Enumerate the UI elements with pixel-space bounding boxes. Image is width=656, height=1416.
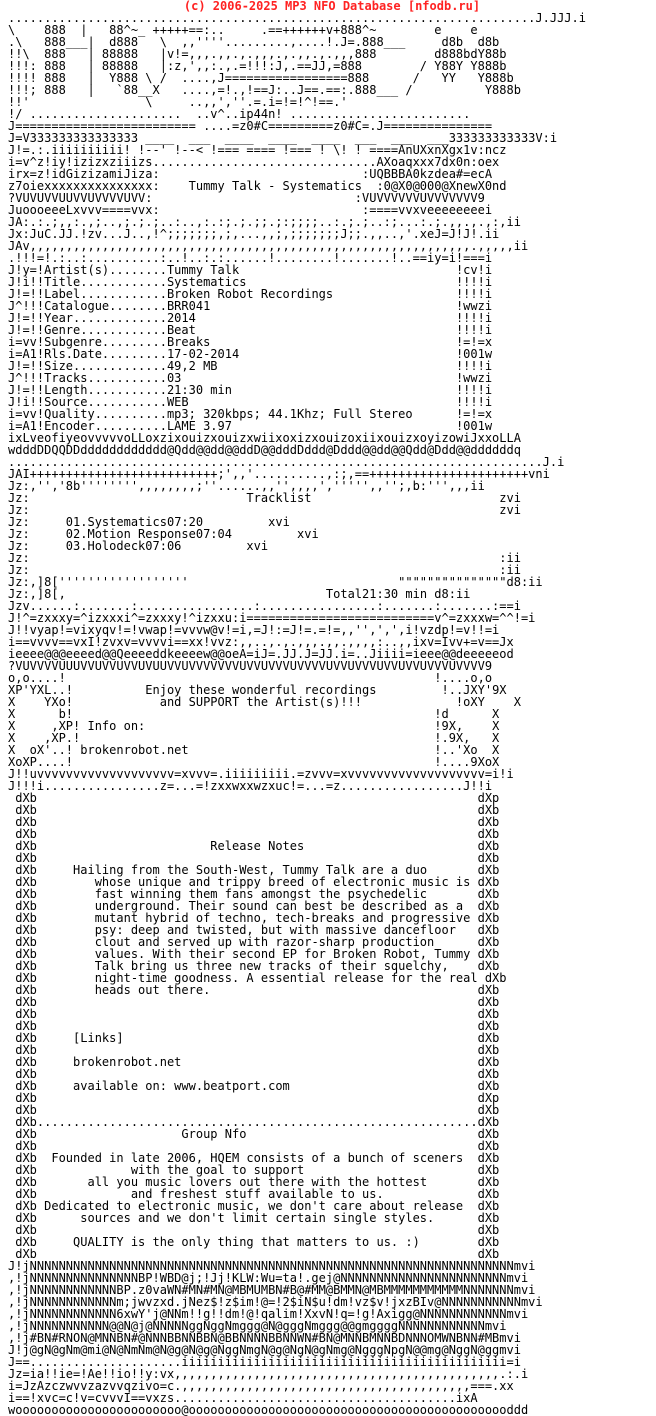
nfo-body	[8, 12, 656, 1416]
row-frame-right: !cv!i	[455, 263, 493, 277]
field-label: Subgenre.........	[44, 335, 167, 349]
track-number: 02.	[65, 527, 88, 541]
frame: dXb	[434, 935, 500, 949]
frame: dXb	[427, 1175, 500, 1189]
frame: Jz:,]8[,	[8, 587, 326, 601]
frame: dXb	[8, 851, 37, 865]
row-frame-right: !!!!i	[455, 359, 493, 373]
frame: dXb	[8, 875, 95, 889]
divider-line-text: ieeee@@@eeeed@@Qeeeeddkeeeew@@oeA=iJ=.JJ.J=JJ.i=..Jiiii=ieee@@deeeeeod	[8, 647, 514, 661]
tracklist-title: Tracklist	[246, 491, 312, 505]
row-frame-right: !!!!i	[455, 383, 493, 397]
row-frame-right: !!!!i	[455, 275, 493, 289]
notes-line-text: heads out there.	[94, 983, 211, 997]
field-value: Tummy Talk	[166, 263, 240, 277]
track-length: 07:06	[145, 539, 182, 553]
frame: dXb	[36, 1019, 500, 1033]
field-label: Year.............	[44, 311, 167, 325]
nfo-page	[8, 0, 656, 1416]
frame: dXb	[36, 815, 500, 829]
group-line-text: and freshest stuff available to us.	[130, 1187, 384, 1201]
frame: dXb	[8, 983, 95, 997]
frame: dXb	[8, 1079, 74, 1093]
frame: dXb	[8, 1067, 37, 1081]
frame: dXb	[8, 863, 74, 877]
field-label: Encoder..........	[44, 419, 167, 433]
frame: Jz:,]8['''''''''''''''''' """""""""""""""d8:ii	[8, 575, 543, 589]
track-number: 03.	[65, 539, 88, 553]
field-value: Breaks	[166, 335, 211, 349]
frame: xvi	[231, 527, 319, 541]
track-number: 01.	[65, 515, 88, 529]
footer-line-text: ,!jNNNNNNNNNNNNNNNBP!WBD@j;!Jj!KLW:Wu=ta!.gej@NNNNNNNNNNNNNNNNNNNNNNNmvi	[8, 1271, 529, 1285]
frame: dXb	[470, 911, 500, 925]
frame: dXb	[8, 1055, 74, 1069]
divider-line-text: ..........................................................................J.i	[8, 455, 565, 469]
footer-line-text: J==.....................iiiiiiiiiiiiiiiiiiiiiiiiiiiiiiiiiiiiiiiiiiiii=i	[8, 1355, 521, 1369]
logo-line-text: !!!! 888 | Y888 \ / ....,J=================888 / YY Y888b	[8, 71, 514, 85]
field-value: WEB	[166, 395, 189, 409]
frame: X YXo!	[8, 695, 160, 709]
frame: dXb	[289, 1079, 500, 1093]
notes-line-text: night-time goodness. A essential release for the real	[94, 971, 478, 985]
frame: dXb	[477, 971, 507, 985]
logo-line-text: !!!: 888 | 88888 |:z,',,:.,.=!!!:J,.==JJ,=888 / Y88Y Y888b	[8, 59, 507, 73]
frame: dXb	[8, 1031, 74, 1045]
frame: Jz: :ii	[8, 551, 521, 565]
frame: dXb	[8, 1139, 37, 1153]
frame: xvi	[203, 515, 290, 529]
frame: dXp	[36, 791, 500, 805]
row-frame-right: !!!!i	[455, 395, 493, 409]
field-label: Quality..........	[44, 407, 167, 421]
notes-line-text: values. With their second EP for Broken Robot, Tummy	[94, 947, 471, 961]
frame: Jz:	[8, 491, 247, 505]
row-frame-left: J^!!!	[8, 371, 45, 385]
row-frame-right: !!!!i	[455, 287, 493, 301]
row-frame-right: !=!=x	[455, 335, 493, 349]
field-value: 49,2 MB	[166, 359, 218, 373]
frame: Jz:	[8, 527, 66, 541]
info-url: brokenrobot.net	[80, 743, 189, 757]
frame: dXb	[8, 1235, 74, 1249]
row-frame-right: !!!!i	[455, 311, 493, 325]
field-label: Size.............	[44, 359, 167, 373]
group-line-text: with the goal to support	[130, 1163, 305, 1177]
frame: dXb	[8, 911, 95, 925]
divider-line-text: ixLveofiyeovvvvvoLLoxzixouizxouizxwiixoxizxouizoxiixouizxoyizowiJxxoLLA	[8, 431, 521, 445]
frame: dXb	[8, 959, 95, 973]
field-label: Source...........	[44, 395, 167, 409]
frame: dXb	[419, 1235, 500, 1249]
frame: dXb	[8, 1151, 52, 1165]
row-frame-left: J!i!!	[8, 395, 45, 409]
logo-line-text: J=V333333333333333 ____ ___ ____ ____ ____ ___ ___ ___333333333333V:i	[8, 131, 558, 145]
support-text: and SUPPORT the Artist(s)!!!	[159, 695, 363, 709]
frame: dXb	[383, 1187, 500, 1201]
frame: dXb	[36, 1103, 500, 1117]
support-text: Enjoy these wonderful recordings	[145, 683, 377, 697]
frame: dXb	[8, 1187, 131, 1201]
frame: dXb	[36, 803, 500, 817]
row-frame-left: i=A1!	[8, 347, 45, 361]
frame: dXb	[427, 863, 500, 877]
frame: d8:ii	[427, 587, 471, 601]
frame: dXb	[8, 839, 211, 853]
field-label: Rls.Date.........	[44, 347, 167, 361]
banner-line-text: JA:.:.;,,:.,;..,;.;.;..:..,:.:;.;.;;.;:;;;;..:.;.;..:;...:.;.,,.,.,:,ii	[8, 215, 521, 229]
frame: dXb	[8, 1247, 37, 1261]
footer-line-text: ,!jNNNNNNNNNNNN6xwY'j@NNm!!g!!dm!@!qalim!XxvN!q=!g!Axigg@NNNNNNNNNNNNmvi	[8, 1307, 529, 1321]
footer-line-text: ,!jNNNNNNNNNNNNBP.z0vaWN#MN#MN@MBMUMBN#B@#MM@BMMN@MBMMMMMMMMMMMNNNNNNNmvi	[8, 1283, 536, 1297]
frame: dXb	[8, 923, 95, 937]
row-frame-right: !wwzi	[455, 371, 493, 385]
divider-line-text: i==vvvv==vxI!zvxv=vvvvi==xx!vvz:,,..,.,.,,,.,,.,,,,:..,,ixv=Ivv+=v==Jx	[8, 635, 514, 649]
notes-link-text: brokenrobot.net	[73, 1055, 182, 1069]
group-heading-text: Group Nfo	[181, 1127, 247, 1141]
frame: o,o....! !....o,o	[8, 671, 493, 685]
notes-links-label-text: [Links]	[73, 1031, 124, 1045]
frame: dXb	[246, 1127, 500, 1141]
row-frame-right: !wwzi	[455, 299, 493, 313]
row-frame-right: !!!!i	[455, 323, 493, 337]
footer-line-text: ,!jNNNNNNNNNNN@@N@j@NNNNNggNggNmggg@N@gggNmggg@@gmggggNNNNNNNNNNNNmvi	[8, 1319, 507, 1333]
field-value: mp3; 320kbps; 44.1Khz; Full Stereo	[166, 407, 413, 421]
row-frame-left: i=vv!	[8, 407, 45, 421]
row-frame-left: i=vv!	[8, 335, 45, 349]
notes-line-text: whose unique and trippy breed of electronic music is	[94, 875, 471, 889]
divider-line-text: J!!uvvvvvvvvvvvvvvvvvvv=xvvv=.iiiiiiiii.=zvvv=xvvvvvvvvvvvvvvvvvvv=i!i	[8, 767, 514, 781]
frame: dXb	[36, 851, 500, 865]
footer-line-text: i==!xvc=c!v=cvvvI==vxzs.......................................ixA	[8, 1391, 478, 1405]
frame: X ,XP!	[8, 719, 88, 733]
frame: XoXP....! !....9XoX	[8, 755, 500, 769]
logo-line-text: \ 888 | 88^~_ +++++==:.. .==++++++v+888^~ e e	[8, 23, 478, 37]
frame: dXp	[36, 1091, 500, 1105]
field-label: Artist(s)........	[44, 263, 167, 277]
field-value: BRR041	[166, 299, 211, 313]
field-value: 21:30 min	[166, 383, 232, 397]
frame: dXb	[36, 1247, 500, 1261]
site-header: (c) 2006-2025 MP3 NFO Database [nfodb.ru]	[183, 0, 481, 13]
notes-line-text: fast winning them fans amongst the psychedelic	[94, 887, 428, 901]
notes-link-text: available on: www.beatport.com	[73, 1079, 290, 1093]
track-title: Holodeck	[87, 539, 146, 553]
frame: xvi	[181, 539, 269, 553]
frame: dXb	[470, 947, 500, 961]
info-label: Info on:	[87, 719, 146, 733]
frame: dXb	[8, 1199, 45, 1213]
logo-line-text: J========================= ....=z0#C=========z0#C=.J===============	[8, 119, 493, 133]
frame: dXb	[8, 1103, 37, 1117]
frame: !9X, X	[145, 719, 500, 733]
row-frame-left: J^!!!	[8, 299, 45, 313]
frame: dXb	[210, 983, 500, 997]
frame: dXb	[36, 1067, 500, 1081]
frame: dXb	[8, 899, 95, 913]
divider-line-text: J!!vyap!=vixyqv!=!vwap!=vvvw@v!=i,=J!:=J!=.=!=,,'',',',i!vzdp!=v!!=i	[8, 623, 500, 637]
banner-line-text: i=v^z!iy!izizxziiizs...............................AXoaqxxx7dx0n:oex	[8, 155, 500, 169]
row-frame-left: J!=!!	[8, 323, 45, 337]
row-frame-left: J!=!!	[8, 383, 45, 397]
frame: dXb	[304, 1163, 500, 1177]
frame: X oX'..!	[8, 743, 81, 757]
logo-line-text: .........................................................................J.JJJ.i	[8, 12, 586, 25]
notes-line-text: clout and served up with razor-sharp production	[94, 935, 435, 949]
frame: dXb	[8, 887, 95, 901]
frame: dXb	[8, 1127, 182, 1141]
frame: dXb	[463, 1151, 500, 1165]
divider-line-text: J!^=zxxxy=^izxxxi^=zxxxy!^izxxu:i==========================v^=zxxxw=^^!=i	[8, 611, 536, 625]
frame: X b! !d X	[8, 707, 500, 721]
logo-line-text: !/ ..................... ..v^..ip44n! .........................	[8, 107, 471, 121]
row-frame-left: J!=!!	[8, 359, 45, 373]
group-motto-text: QUALITY is the only thing that matters to us. :)	[73, 1235, 420, 1249]
track-title: Motion Response	[87, 527, 196, 541]
frame: dXb	[36, 827, 500, 841]
footer-line-text: ,!j#BN#RNON@MNNBN#@NNNBBNNBBN@BBNNNNBBNNWN#BN@MNNBMNNBDNNNOMWNBNN#MBmvi	[8, 1331, 521, 1345]
total-value: 21:30 min	[362, 587, 428, 601]
banner-line-text: irx=z!idGizizamiJiza: :UQBBBA0kzdea#=ecA	[8, 167, 493, 181]
row-frame-left: J!y=!	[8, 263, 45, 277]
frame: dXb	[8, 995, 37, 1009]
track-length: 07:20	[166, 515, 204, 529]
group-line-text: all you music lovers out there with the hottest	[87, 1175, 428, 1189]
field-label: Catalogue........	[44, 299, 167, 313]
frame: Jz: zvi	[8, 503, 521, 517]
frame: XP'YXL..!	[8, 683, 146, 697]
divider-line-text: J!!!i................z=...=!zxxwxxwzxuc!=...=z.................J!!i	[8, 779, 493, 793]
frame: dXb	[8, 791, 37, 805]
notes-line-text: underground. Their sound can best be described as a	[94, 899, 464, 913]
track-title: Systematics	[87, 515, 167, 529]
track-length: 07:04	[195, 527, 232, 541]
frame: dXb	[36, 1007, 500, 1021]
frame: Jz:	[8, 539, 66, 553]
banner-line-text: Jx:JuC.JJ.!zv...J..,!^;;;;;;;,;,...,,;,;;;;;;;J;;.,,..,'.xeJ=J!J!.ii	[8, 227, 500, 241]
frame: dXb	[36, 995, 500, 1009]
banner-line-text: JAv,,,,,,,,,,,,,,,,,,,,,,,,,,,,,,,,,,,,,,,,,,,,,,,,,,,,,,,,,,,,,.,,,,,ii	[8, 239, 529, 253]
footer-line-text: J!j@gN@gNm@mi@N@NmNm@N@g@N@g@NggNmgN@g@NgN@gNmg@NgggNpgN@@mg@NggN@ggmvi	[8, 1343, 521, 1357]
notes-line-text: Talk bring us three new tracks of their squelchy,	[94, 959, 449, 973]
frame: dXb	[8, 827, 37, 841]
frame: dXb	[123, 1031, 500, 1045]
row-frame-left: J!i!!	[8, 275, 45, 289]
frame: dXb	[8, 803, 37, 817]
frame: zvi	[311, 491, 521, 505]
footer-line-text: Jz=ia!!ie=!Ae!!io!!y:vx,,,,,,,,,,,,,,,,,,,,,,,,,,,,,,,,,,,,,,,,,,,,,.:.i	[8, 1367, 529, 1381]
field-label: Length...........	[44, 383, 167, 397]
footer-line-text: wooooooooooooooooooooooo@ooooooooooooooooooooooooooooooooooooooooooooddd	[8, 1403, 529, 1416]
frame: Jz: :ii	[8, 563, 521, 577]
frame: dXb	[8, 1043, 37, 1057]
field-value: 03	[166, 371, 182, 385]
frame: dXb	[36, 1043, 500, 1057]
frame: dXb	[8, 935, 95, 949]
field-label: Genre............	[44, 323, 167, 337]
banner-line-text: z7oiexxxxxxxxxxxxxxx: Tummy Talk - Systematics :0@X0@000@XnewX0nd	[8, 179, 507, 193]
notes-line-text: mutant hybrid of techno, tech-breaks and progressive	[94, 911, 471, 925]
logo-line-text: .\ 888___| d888 \ ,,''''.........,....!.J=.888___ d8b d8b	[8, 35, 500, 49]
frame: dXb	[36, 1223, 500, 1237]
divider-line-text: Jzv......:.......:................:................:.......:.......:==i	[8, 599, 521, 613]
frame: !..JXY'9X	[376, 683, 507, 697]
field-value: 2014	[166, 311, 196, 325]
row-frame-right: !001w	[455, 419, 493, 433]
frame: dXb	[463, 899, 500, 913]
logo-line-text: !!' \ ..,,',''.=.i=!=!^!==.'	[8, 95, 348, 109]
divider-line-text: Jz:,'','8b'''''''',,,,,,,,;''......,,'',,,,',''''',,'';,b:''',,,ii	[8, 479, 485, 493]
frame: dXb	[181, 1055, 500, 1069]
field-label: Title............	[44, 275, 167, 289]
group-line-text: Founded in late 2006, HQEM consists of a bunch of sceners	[51, 1151, 464, 1165]
frame: dXb	[8, 1007, 37, 1021]
field-value: LAME 3.97	[166, 419, 232, 433]
row-frame-right: !001w	[455, 347, 493, 361]
divider-line-text: wdddDDQQDDdddddddddddd@Qdd@@dd@@ddD@@dddDddd@Dddd@@dd@@Qdd@Ddd@@ddddddq	[8, 443, 521, 457]
total-label: Total	[325, 587, 363, 601]
footer-line-text: J!jNNNNNNNNNNNNNNNNNNNNNNNNNNNNNNNNNNNNNNNNNNNNNNNNNNNNNNNNNNNNNNNNNNNmvi	[8, 1259, 536, 1273]
frame: dXb	[8, 815, 37, 829]
frame: dXb	[8, 1211, 81, 1225]
frame: dXb	[8, 1019, 37, 1033]
frame: dXb	[434, 1211, 500, 1225]
field-label: Tracks...........	[44, 371, 167, 385]
frame: dXb.............................................................dXb	[8, 1115, 500, 1129]
footer-line-text: i=JzAzczwvvzazvvqzivo=c.,,,,,,,,,,,,,,,,,,,,,,,,,,,,,,,,,,,,,,,,===.xx	[8, 1379, 514, 1393]
frame: dXb	[36, 1139, 500, 1153]
banner-line-text: .!!!=!.:..:..........:..!..:.:......!........!.......!..==iy=i!===i	[8, 251, 493, 265]
footer-line-text: ,!jNNNNNNNNNNNNm;jwvzxd.jNez$!z$im!@=!2$iN$u!dm!vz$v!jxzBIv@NNNNNNNNNNNmvi	[8, 1295, 543, 1309]
frame: !oXY X	[362, 695, 521, 709]
footer-line	[8, 1404, 656, 1416]
banner-line-text: ?VUVUVVUUVVUVVVVUVV: :VUVVVVVVUVVVVVVV9	[8, 191, 485, 205]
frame: dXb	[463, 1199, 500, 1213]
banner-line-text: JuoooeeeLxvvv====vvx: :====vvxveeeeeeeei	[8, 203, 493, 217]
frame: dXb	[8, 1175, 88, 1189]
frame: X ,XP.! !.9X, X	[8, 731, 500, 745]
frame: dXb	[8, 947, 95, 961]
field-value: 17-02-2014	[166, 347, 240, 361]
frame: dXb	[8, 1091, 37, 1105]
frame: dXb	[448, 959, 500, 973]
frame: dXb	[427, 887, 500, 901]
row-frame-right: !=!=x	[455, 407, 493, 421]
notes-heading-text: Release Notes	[210, 839, 305, 853]
field-label: Label............	[44, 287, 167, 301]
row-frame-left: J!=!!	[8, 287, 45, 301]
notes-line-text: Hailing from the South-West, Tummy Talk are a duo	[73, 863, 428, 877]
logo-line-text: !!\ 888 | 88888 |v!=,,,.,,.,.,,,.,.,,.,.,,,888 d888bdY88b	[8, 47, 507, 61]
frame: dXb	[8, 1163, 131, 1177]
divider-line-text: JAI++++++++++++++++++++++++++;',,'..........,:;,==++++++++++++++++++++++vni	[8, 467, 550, 481]
group-line-text: sources and we don't limit certain single styles.	[80, 1211, 435, 1225]
frame: dXb	[455, 923, 500, 937]
banner-line-text: J!=.:.iiiiiiiiii! !--' !--< !=== ==== !=== ! \! ! ====AnUXxnXgx1v:ncz	[8, 143, 507, 157]
logo-line-text: !!!; 888 | `88__X ....,=!.,!==J:..J==.==:.888___ / Y888b	[8, 83, 521, 97]
frame: dXb	[304, 839, 500, 853]
divider-line-text: ?VUVVVVUUUVVUVVUVVUVUUVVUVVVVVVVUVVUVVVUVVVVUVVUVVVUVVUVVUVVVUVVVV9	[8, 659, 493, 673]
field-value: Systematics	[166, 275, 247, 289]
frame: dXb	[8, 1223, 37, 1237]
field-value: Beat	[166, 323, 196, 337]
frame: dXb	[8, 971, 95, 985]
field-value: Broken Robot Recordings	[166, 287, 334, 301]
frame: dXb	[470, 875, 500, 889]
frame: Jz:	[8, 515, 66, 529]
row-frame-left: i=A1!	[8, 419, 45, 433]
notes-line-text: psy: deep and twisted, but with massive dancefloor	[94, 923, 456, 937]
row-frame-left: J!=!!	[8, 311, 45, 325]
frame: !..'Xo X	[188, 743, 500, 757]
group-line-text: Dedicated to electronic music, we don't care about release	[44, 1199, 464, 1213]
